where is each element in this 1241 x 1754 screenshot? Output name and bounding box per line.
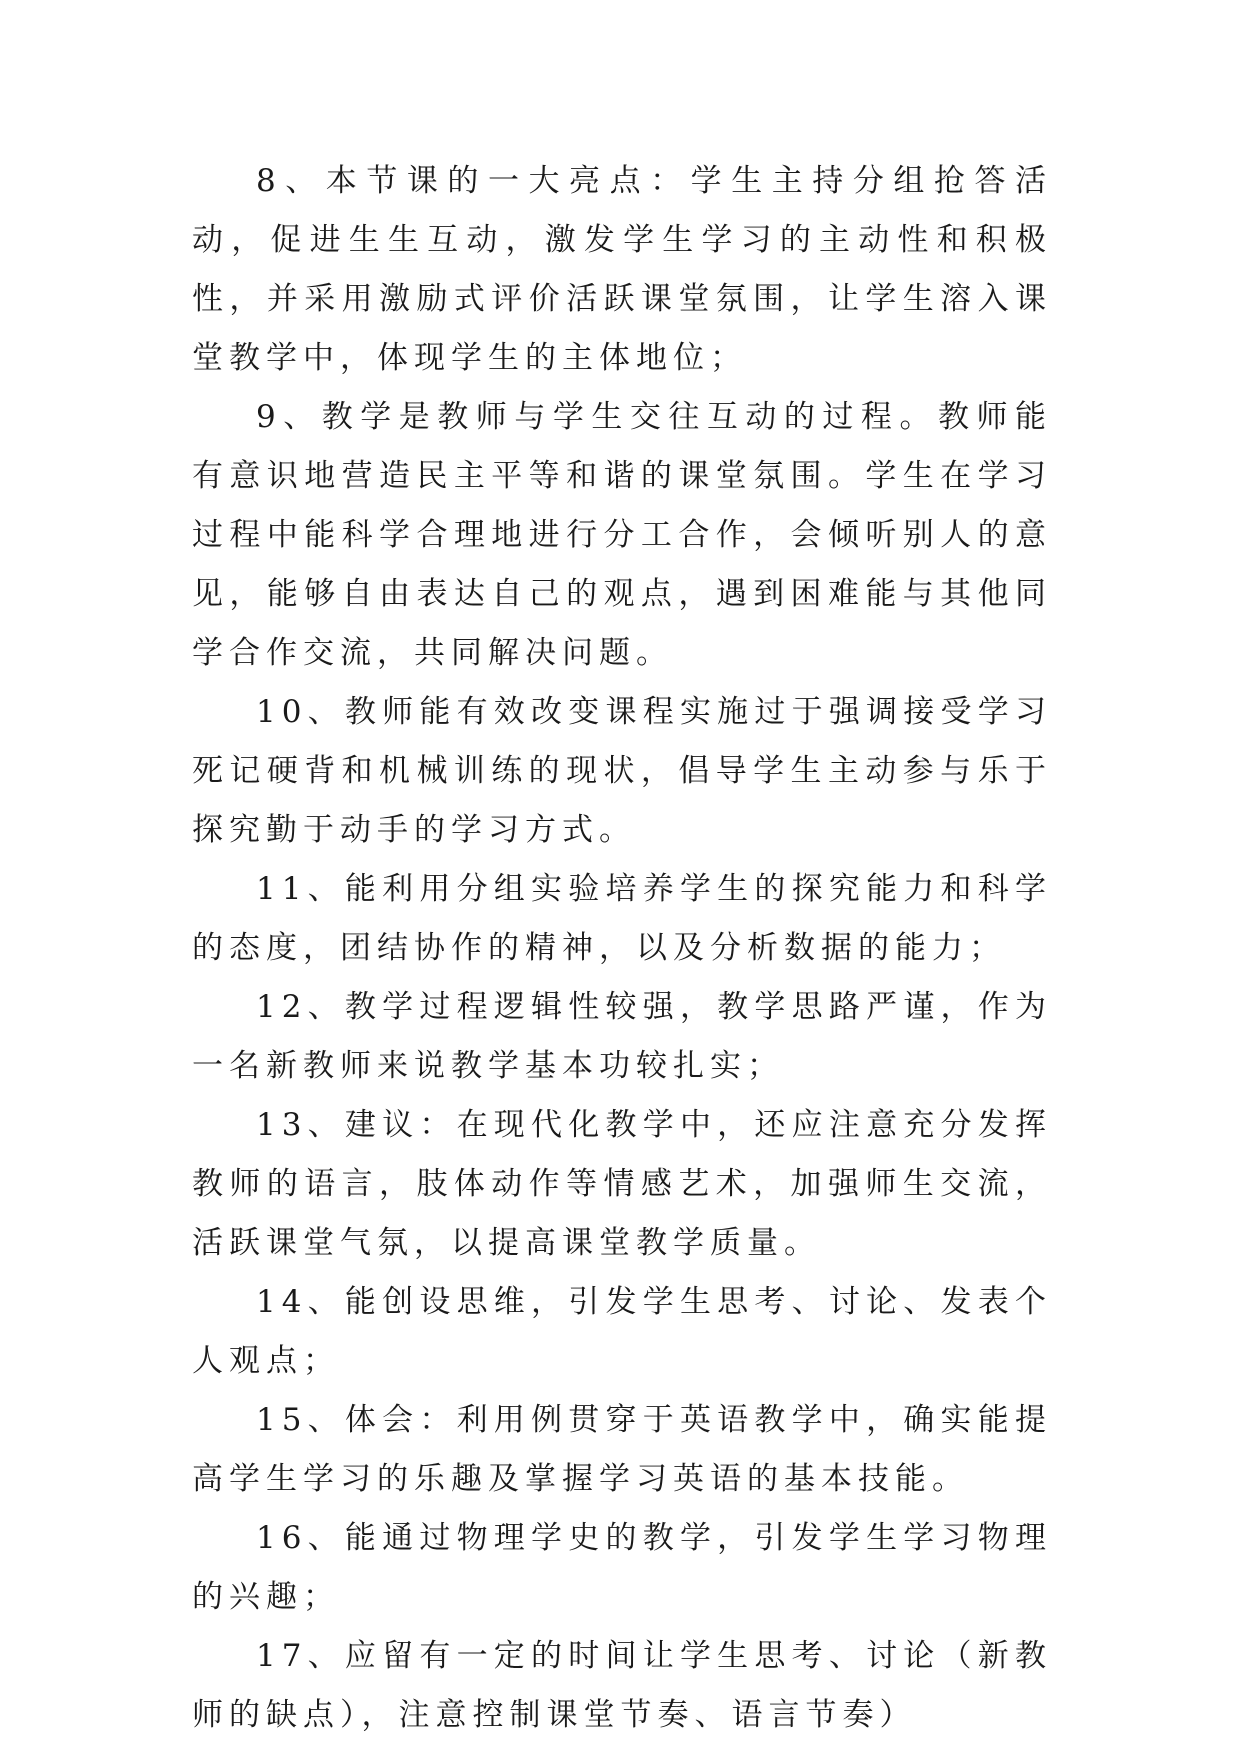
paragraph-10: 10、教师能有效改变课程实施过于强调接受学习死记硬背和机械训练的现状，倡导学生主动参与乐于探究勤于动手的学习方式。: [192, 694, 1052, 848]
paragraph-11: 11、能利用分组实验培养学生的探究能力和科学的态度，团结协作的精神，以及分析数据的能力；: [192, 871, 1052, 966]
paragraph-17: 17、应留有一定的时间让学生思考、讨论（新教师的缺点），注意控制课堂节奏、语言节奏）: [192, 1638, 1052, 1733]
paragraph-15: 15、体会：利用例贯穿于英语教学中，确实能提高学生学习的乐趣及掌握学习英语的基本技能。: [192, 1402, 1052, 1497]
paragraph-8: 8、本节课的一大亮点：学生主持分组抢答活动，促进生生互动，激发学生学习的主动性和积极性，并采用激励式评价活跃课堂氛围，让学生溶入课堂教学中，体现学生的主体地位；: [192, 163, 1052, 376]
document-body: [192, 152, 1052, 1745]
paragraph-9: 9、教学是教师与学生交往互动的过程。教师能有意识地营造民主平等和谐的课堂氛围。学生在学习过程中能科学合理地进行分工合作，会倾听别人的意见，能够自由表达自己的观点，遇到困难能与其他同学合作交流，共同解决问题。: [192, 399, 1052, 671]
paragraph-12: 12、教学过程逻辑性较强，教学思路严谨，作为一名新教师来说教学基本功较扎实；: [192, 989, 1052, 1084]
paragraph-13: 13、建议：在现代化教学中，还应注意充分发挥教师的语言，肢体动作等情感艺术，加强师生交流，活跃课堂气氛，以提高课堂教学质量。: [192, 1107, 1052, 1261]
paragraph-16: 16、能通过物理学史的教学，引发学生学习物理的兴趣；: [192, 1520, 1052, 1615]
paragraph-14: 14、能创设思维，引发学生思考、讨论、发表个人观点；: [192, 1284, 1052, 1379]
